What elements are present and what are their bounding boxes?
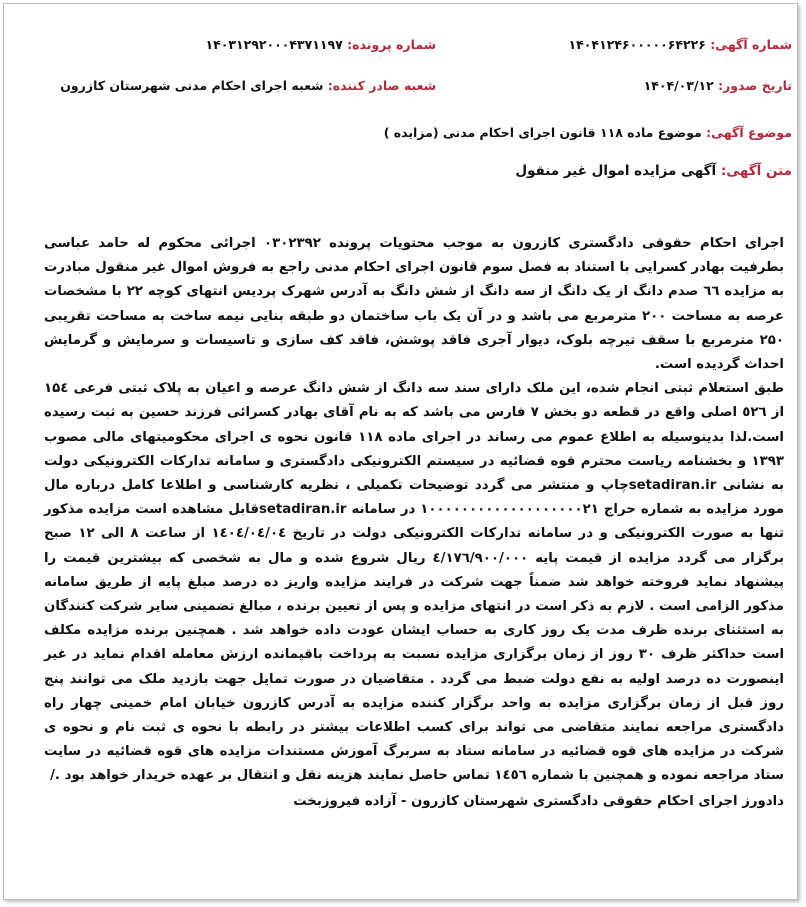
issuer-label: شعبه صادر کننده: <box>327 78 436 93</box>
notice-text-label: متن آگهی: <box>720 163 792 179</box>
body-paragraph-1: اجرای احکام حقوقی دادگستری کازرون به موجب محتویات پرونده ۰۳۰۲۳۹۲ اجرائی محکوم له حامد عباسی بطرفیت بهادر کسرایی با استناد به فصل سوم قانون اجرای احکام مدنی راجع به فروش اموال غیر منقول مبادرت به مزایده ٦٦ صدم دانگ از یک دانگ از سه دانگ از شش دانگ به آدرس شهرک پردیس انتهای کوچه ۲۲ با مشخصات عرصه به مساحت ۲۰۰ مترمربع می باشد و در آن یک باب ساختمان دو طبقه بنایی نیمه ساخت به مساحت تقریبی ۲۵۰ مترمربع با سقف تیرچه بلوک، دیوار آجری فاقد پوشش، فاقد کف سازی و تاسیسات و سرمایش و گرمایش احداث گردیده است. <box>44 236 784 373</box>
notice-number-row <box>569 37 792 52</box>
notice-body <box>44 232 784 789</box>
case-number-value: ۱۴۰۳۱۲۹۲۰۰۰۴۳۷۱۱۹۷ <box>205 37 343 52</box>
issue-date-value: ۱۴۰۴/۰۳/۱۲ <box>643 78 714 93</box>
subject-label: موضوع آگهی: <box>706 125 792 140</box>
signature: دادورز اجرای احکام حقوقی دادگستری شهرستان کازرون - آزاده فیروزبخت <box>293 794 784 809</box>
issue-date-row <box>644 78 792 93</box>
subject-row <box>384 125 792 140</box>
case-number-label: شماره پرونده: <box>347 37 436 52</box>
subject-value: موضوع ماده ۱۱۸ قانون اجرای احکام مدنی (مزایده ) <box>383 125 702 140</box>
case-number-row <box>205 37 436 52</box>
body-paragraph-2: طبق استعلام ثبتی انجام شده، این ملک دارای سند سه دانگ از شش دانگ عرصه و اعیان به پلاک ثبتی فرعی ۱۵٤ از ٥۲٦ اصلی واقع در قطعه دو بخش ۷ فارس می باشد که به نام آقای بهادر کسرائی فرزند حسین به ثبت رسیده است.لذا بدینوسیله به اطلاع عموم می رساند در اجرای ماده ۱۱۸ قانون نحوه ی اجرای محکومیتهای مالی مصوب ۱۳۹۳ و بخشنامه ریاست محترم قوه قضائیه در سیستم الکترونیکی دادگستری و سامانه تدارکات الکترونیکی دولت به نشانی setadiran.irچاپ و منتشر می گردد توضیحات تکمیلی ، نظریه کارشناسی و اطلاعا کامل درباره مال مورد مزایده به شماره حراج ۱۰۰۰۰۰۰۰۰۰۰۰۰۰۰۰۰۰۰۰۲۱ در سامانه setadiran.irقابل مشاهده است مزایده مذکور تنها به صورت الکترونیکی و در سامانه تدارکات الکترونیکی دولت در تاریخ ۱٤۰٤/۰٤/۰٤ از ساعت ۸ الی ۱۲ صبح برگزار می گردد مزایده از قیمت پایه ٤/۱۷٦/۹۰۰/۰۰۰ ریال شروع شده و مال به شخصی که بیشترین قیمت را پیشنهاد نماید فروخته خواهد شد ضمناً جهت شرکت در فرایند مزایده واریز ده درصد مبلغ پایه از طریق سامانه مذکور الزامی است . لازم به ذکر است در انتهای مزایده و پس از تعیین برنده ، مبالغ تضمینی سایر شرکت کنندگان به استثنای برنده ظرف مدت یک روز کاری به حساب ایشان عودت داده خواهد شد . همچنین برنده مزایده مکلف است حداکثر ظرف ۳۰ روز از زمان برگزاری مزایده نسبت به پرداخت باقیمانده ارزش معامله اقدام نماید در غیر اینصورت ده درصد اولیه به نفع دولت ضبط می گردد . متقاضیان در صورت تمایل جهت بازدید ملک می توانند پنج روز قبل از زمان برگزاری مزایده به واحد برگزار کننده مزایده به آدرس کازرون خیابان امام خمینی چهار راه دادگستری مراجعه نمایند متقاضی می تواند برای کسب اطلاعات بیشتر در رابطه با نحوه ی ثبت نام و نحوه ی شرکت در مزایده های قوه قضائیه در سامانه ستاد به سربرگ آموزش مستندات مزایده های قوه قضائیه در سایت ستاد مراجعه نموده و همچنین با شماره ۱٤٥٦ تماس حاصل نمایند هزینه نقل و انتقال بر عهده خریدار خواهد بود ./ <box>44 381 785 784</box>
notice-text-row <box>515 163 792 179</box>
issuer-value: شعبه اجرای احکام مدنی شهرستان کازرون <box>60 78 324 93</box>
issuer-row <box>60 78 436 93</box>
notice-number-label: شماره آگهی: <box>710 37 792 52</box>
notice-text-title: آگهی مزایده اموال غیر منقول <box>515 163 717 179</box>
notice-number-value: ۱۴۰۴۱۲۴۶۰۰۰۰۰۶۴۲۲۶ <box>568 37 706 52</box>
issue-date-label: تاریخ صدور: <box>718 78 792 93</box>
